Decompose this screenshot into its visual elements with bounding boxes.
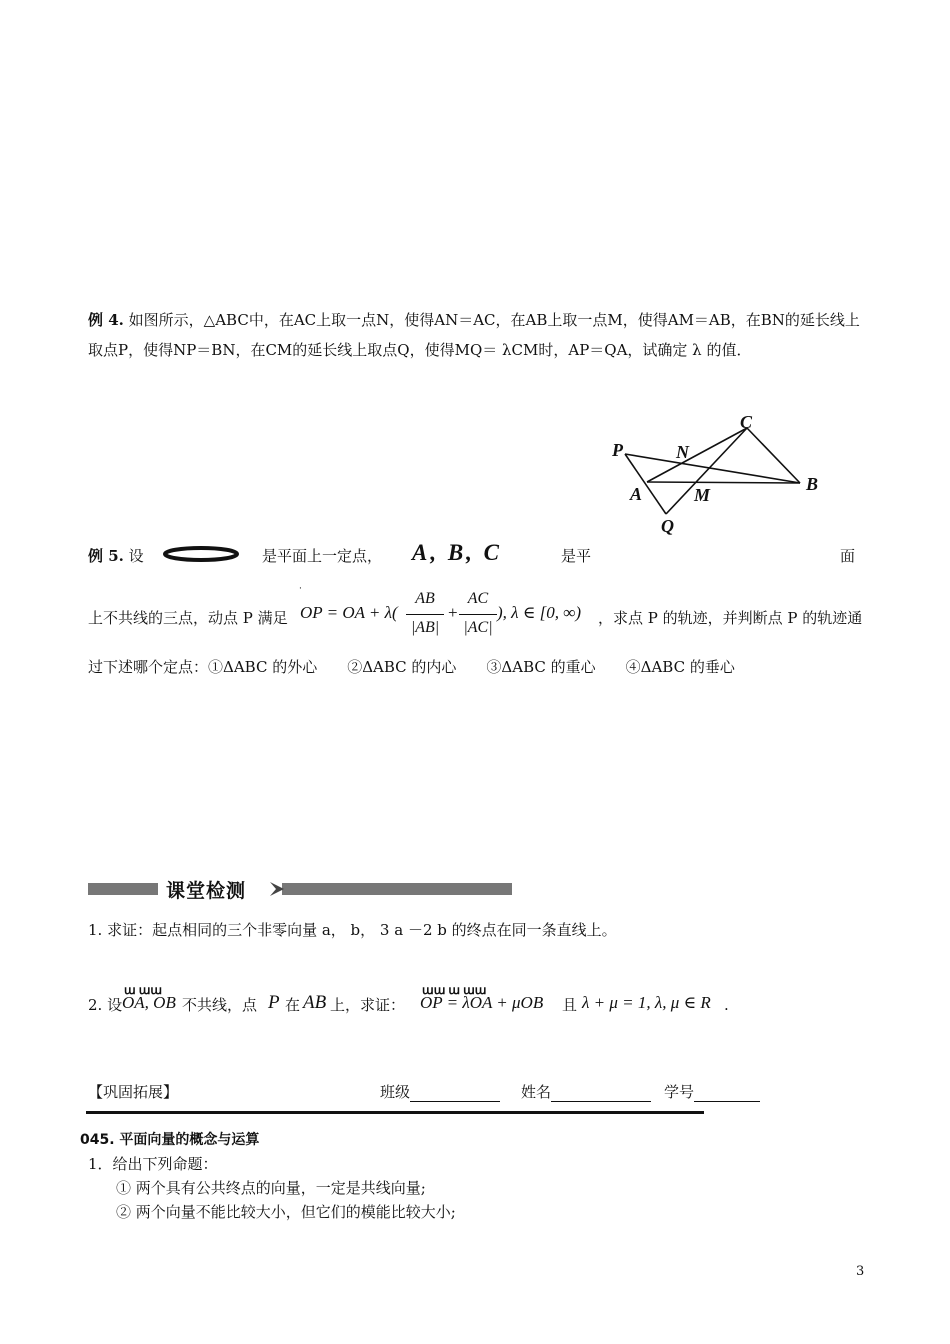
example5-prefix: 设	[128, 547, 144, 565]
label-Q: Q	[661, 516, 674, 536]
example5-label: 例 5.	[88, 547, 124, 565]
check2-end: .	[724, 996, 729, 1014]
exercise-title: 045. 平面向量的概念与运算	[80, 1132, 260, 1148]
check2-vectors: OA, OB	[122, 993, 176, 1012]
example4-text1: 如图所示，△ABC中，在AC上取一点N，使得AN＝AC，在AB上取一点M，使得AM＝AB，在BN的延长线上	[128, 311, 860, 329]
frac2-bar	[459, 614, 497, 615]
label-M: M	[694, 485, 711, 505]
example5-suffix-b: 面	[840, 547, 856, 565]
check2-condition: λ + μ = 1, λ, μ ∈ R	[582, 993, 711, 1012]
class-field	[380, 1082, 500, 1102]
id-field	[664, 1082, 760, 1102]
label-A: A	[630, 484, 643, 504]
example5-points: A, B, C	[412, 540, 503, 565]
label-B: B	[806, 474, 819, 494]
example4-label: 例 4.	[88, 311, 124, 329]
example5-line1-start	[88, 546, 144, 566]
check2-mid: 不共线，点	[182, 996, 258, 1014]
vector-arrow-marks-2: աա ա աա	[422, 983, 487, 997]
triangle-figure	[600, 408, 840, 538]
check2-point-p: P	[268, 992, 280, 1013]
id-label: 学号	[664, 1083, 695, 1101]
section-header-bar	[88, 880, 512, 898]
formula-plus: +	[448, 603, 458, 622]
example5-suffix-a: 是平	[561, 547, 592, 565]
label-P: P	[612, 440, 623, 460]
example5-mid: 是平面上一定点，	[262, 547, 383, 565]
formula-dot: ·	[299, 584, 302, 594]
vector-arrow-marks-1: ա աա	[124, 983, 163, 997]
label-C: C	[740, 412, 753, 432]
frac1-bar	[406, 614, 444, 615]
formula-lhs: OP = OA + λ(	[300, 603, 398, 622]
point-o-ellipse	[160, 544, 242, 564]
name-blank[interactable]	[551, 1085, 651, 1102]
id-blank[interactable]	[694, 1085, 760, 1102]
example5-line2-prefix: 上不共线的三点，动点 P 满足	[88, 609, 288, 627]
frac1-denominator: |AB|	[410, 619, 440, 636]
exercise-item-1: ① 两个具有公共终点的向量，一定是共线向量;	[116, 1179, 426, 1197]
frac2-numerator: AC	[467, 590, 489, 607]
name-field	[521, 1082, 651, 1102]
section-title: 课堂检测	[166, 880, 247, 902]
form-divider	[86, 1111, 704, 1114]
example5-line3: 过下述哪个定点：①ΔABC 的外心 ②ΔABC 的内心 ③ΔABC 的重心 ④ΔABC 的垂心	[88, 658, 735, 676]
check2-prove: 上，求证：	[330, 996, 406, 1014]
formula-rhs: ), λ ∈ [0, ∞)	[497, 603, 582, 622]
exercise-q1: 1．给出下列命题：	[88, 1155, 218, 1173]
check-question-1: 1. 求证：起点相同的三个非零向量 a， b， 3 a －2 b 的终点在同一条直线上。	[88, 921, 617, 939]
example4-line1	[88, 310, 860, 330]
exercise-item-2: ② 两个向量不能比较大小，但它们的模能比较大小;	[116, 1203, 456, 1221]
check2-ab: AB	[303, 992, 327, 1013]
frac1-numerator: AB	[415, 590, 435, 607]
form-tag: 【巩固拓展】	[88, 1083, 179, 1101]
example4-line2: 取点P，使得NP＝BN，在CM的延长线上取点Q，使得MQ＝ λCM时，AP＝QA，试确定 λ 的值．	[88, 341, 752, 359]
check2-formula: OP = λOA + μOB	[420, 993, 544, 1012]
check-question-2-prefix: 2. 设	[88, 996, 123, 1014]
class-label: 班级	[380, 1083, 411, 1101]
check2-and: 且	[562, 996, 578, 1014]
frac2-denominator: |AC|	[463, 619, 493, 636]
label-N: N	[676, 442, 689, 462]
check2-on: 在	[285, 996, 301, 1014]
name-label: 姓名	[521, 1083, 552, 1101]
example5-line2-suffix: ，求点 P 的轨迹，并判断点 P 的轨迹通	[598, 609, 863, 627]
class-blank[interactable]	[410, 1085, 500, 1102]
page-number: 3	[856, 1264, 865, 1279]
